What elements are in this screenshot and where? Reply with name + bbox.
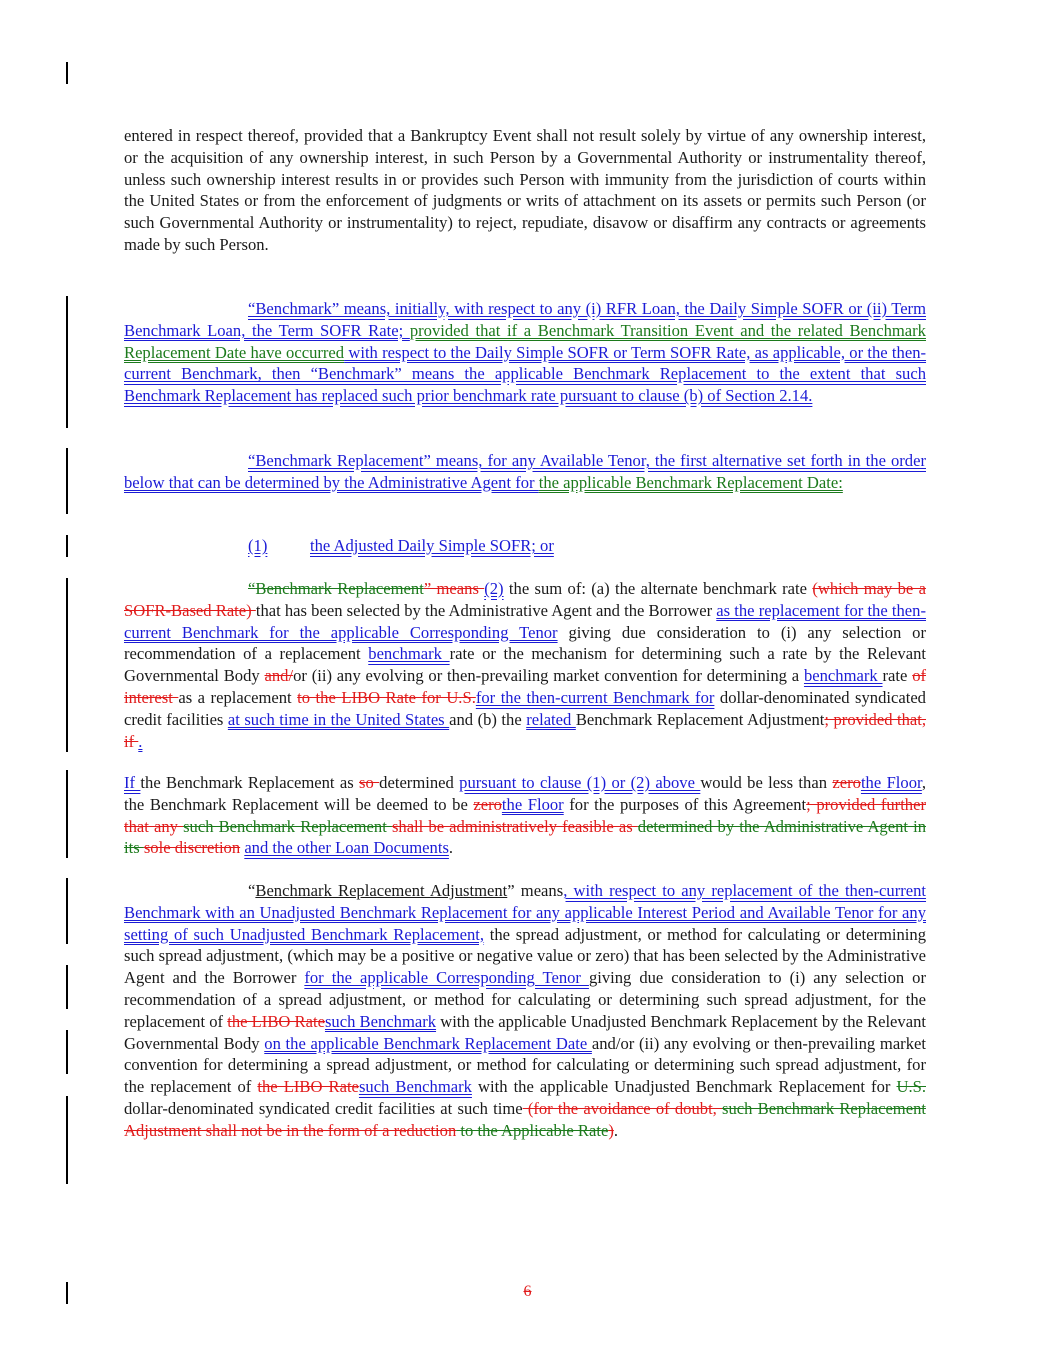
change-bar xyxy=(66,770,68,858)
moved-text: the applicable Benchmark Replacement Date: xyxy=(538,472,843,492)
change-bar xyxy=(66,965,68,1009)
inserted-text: the Floor xyxy=(501,794,564,814)
deleted-text: shall be administratively feasible as xyxy=(391,816,638,836)
change-bar xyxy=(66,62,68,84)
deleted-text: to the xyxy=(297,687,342,707)
deleted-text: (for the avoidance of doubt, xyxy=(522,1098,723,1118)
inserted-text: for the applicable Corresponding Tenor xyxy=(304,968,589,988)
inserted-text: pursuant to clause (1) or (2) above xyxy=(459,773,701,792)
clause-number: (1) xyxy=(248,536,268,555)
floor-paragraph: If the Benchmark Replacement as so determined pursuant to clause (1) or (2) above would be less than zerothe Floor, the Benchmark Replacement will be deemed to be zerothe Floor for the purposes of this Agreement; provided further that any such Benchmark Replacement shall be administratively feasible as determined by the Administrative Agent in its sole discretion and the other Loan Documents. xyxy=(124,773,927,858)
deleted-text: sole discretion xyxy=(143,838,241,858)
deleted-text: and/ xyxy=(264,666,294,686)
moved-deleted-text: such Benchmark Replacement xyxy=(722,1098,926,1118)
inserted-text: “Benchmark” means, initially, with respect to any (i) RFR Loan, the Daily Simple SOFR or (ii) Term Benchmark Loan, the Term SOFR Rate; xyxy=(124,299,926,340)
deleted-text: (which may be a SOFR-Based Rate) xyxy=(124,579,926,620)
paragraph-bankruptcy-continued: entered in respect thereof, provided that a Bankruptcy Event shall not result solely by virtue of any ownership interest, or the acquisition of any ownership interest, in such Person by a Governmental Authority or instrumentality thereof, unless such ownership interest results in or provides such Person with immunity from the jurisdiction of courts within the United States or from the enforcement of judgments or writs of attachment on its assets or permits such Person (or such Governmental Authority or instrumentality) to reject, repudiate, disavow or disaffirm any contracts or agreements made by such Person. xyxy=(124,126,926,254)
change-bar xyxy=(66,578,68,752)
document-body xyxy=(124,125,926,256)
inserted-text: benchmark xyxy=(803,666,883,686)
deleted-text: LIBO Rate for U.S. xyxy=(341,687,476,707)
moved-deleted-text: Benchmark Replacement xyxy=(255,579,424,598)
inserted-text: If xyxy=(124,773,141,792)
inserted-text: as the replacement for the then-current Benchmark for the applicable Corresponding Tenor xyxy=(124,600,926,642)
change-bar xyxy=(66,1030,68,1074)
inserted-text: and the other Loan Documents xyxy=(244,838,449,858)
inserted-text: the Floor xyxy=(860,773,922,792)
inserted-text: with respect to the Daily Simple SOFR or Term SOFR Rate, as applicable, or the then-current Benchmark, then “Benchmark” means the applicable Benchmark Replacement to the extent that such Benchmark Replacement has replaced such prior benchmark rate pursuant to clause (b) of Section 2.14. xyxy=(124,342,927,406)
deleted-text: ; provided that, if xyxy=(124,709,927,751)
deleted-text: ” means xyxy=(423,579,485,598)
inserted-text: , with respect to any replacement of the then-current Benchmark with an Unadjusted Benchmark Replacement for any applicable Interest Period and Available Tenor for any setting of such Unadjusted Benchmark Replacement, xyxy=(124,881,927,944)
change-bar xyxy=(66,1096,68,1184)
change-bar xyxy=(66,296,68,428)
moved-deleted-text: to the Applicable Rate xyxy=(456,1120,609,1140)
change-bar xyxy=(66,448,68,514)
inserted-text: benchmark xyxy=(368,644,450,664)
definition-benchmark-replacement xyxy=(124,450,926,494)
moved-deleted-text: such Benchmark Replacement xyxy=(183,816,392,836)
deleted-text: of interest xyxy=(124,666,927,707)
inserted-text: on the applicable Benchmark Replacement Date xyxy=(264,1033,592,1053)
inserted-text: at such time in the United States xyxy=(227,709,450,729)
deleted-text: ) xyxy=(608,1120,614,1140)
deleted-text: so xyxy=(359,773,380,792)
deleted-text: the LIBO Rate xyxy=(257,1077,359,1097)
deleted-text: ; provided further that any xyxy=(124,794,926,836)
clause-1 xyxy=(124,535,926,557)
deleted-text: the LIBO Rate xyxy=(227,1011,325,1031)
inserted-text: such Benchmark xyxy=(358,1077,472,1097)
inserted-text: for the then-current Benchmark for xyxy=(475,687,715,707)
clause-number: (2) xyxy=(484,579,504,598)
moved-deleted-text: determined by the Administrative Agent in its xyxy=(124,816,927,858)
page-number: 6 xyxy=(523,1283,532,1300)
moved-deleted-text: U.S. xyxy=(896,1077,926,1097)
deleted-text: zero xyxy=(473,794,502,814)
inserted-text: the Adjusted Daily Simple SOFR; or xyxy=(310,536,554,555)
defined-term: Benchmark Replacement Adjustment xyxy=(255,881,508,900)
definition-benchmark-replacement-adjustment: “Benchmark Replacement Adjustment” means, with respect to any replacement of the then-current Benchmark with an Unadjusted Benchmark Replacement for any applicable Interest Period and Available Tenor for any setting of such Unadjusted Benchmark Replacement, the spread adjustment, or method for calculating or determining such spread adjustment, (which may be a positive or negative value or zero) that has been selected by the Administrative Agent and the Borrower for the applicable Corresponding Tenor giving due consideration to (i) any selection or recommendation of a spread adjustment, or method for calculating or determining such spread adjustment, for the replacement of the LIBO Ratesuch Benchmark with the applicable Unadjusted Benchmark Replacement by the Relevant Governmental Body on the applicable Benchmark Replacement Date and/or (ii) any evolving or then-prevailing market convention for determining a spread adjustment, or method for calculating or determining such spread adjustment, for the replacement of the LIBO Ratesuch Benchmark with the applicable Unadjusted Benchmark Replacement for U.S. dollar-denominated syndicated credit facilities at such time (for the avoidance of doubt, such Benchmark Replacement Adjustment shall not be in the form of a reduction to the Applicable Rate). xyxy=(124,881,927,1140)
clause-2: “Benchmark Replacement” means (2) the sum of: (a) the alternate benchmark rate (which may be a SOFR-Based Rate) that has been selected by the Administrative Agent and the Borrower as the replacement for the then-current Benchmark for the applicable Corresponding Tenor giving due consideration to (i) any selection or recommendation of a replacement benchmark rate or the mechanism for determining such a rate by the Relevant Governmental Body and/or (ii) any evolving or then-prevailing market convention for determining a benchmark rate of interest as a replacement to the LIBO Rate for U.S.for the then-current Benchmark for dollar-denominated syndicated credit facilities at such time in the United States and (b) the related Benchmark Replacement Adjustment; provided that, if . xyxy=(124,579,927,751)
change-bar xyxy=(66,535,68,557)
inserted-text: such Benchmark xyxy=(324,1011,437,1031)
inserted-text: related xyxy=(526,709,576,729)
deleted-text: Adjustment shall not be in the form of a reduction xyxy=(124,1120,457,1140)
inserted-text: “Benchmark Replacement” means, for any Available Tenor, the first alternative set forth in the order below that can be determined by the Administrative Agent for xyxy=(124,451,926,492)
definition-benchmark xyxy=(124,298,926,407)
deleted-text: zero xyxy=(832,773,861,792)
change-bar xyxy=(66,878,68,944)
moved-text: provided that if a Benchmark Transition Event and the related Benchmark Replacement Date have occurred xyxy=(124,320,926,362)
